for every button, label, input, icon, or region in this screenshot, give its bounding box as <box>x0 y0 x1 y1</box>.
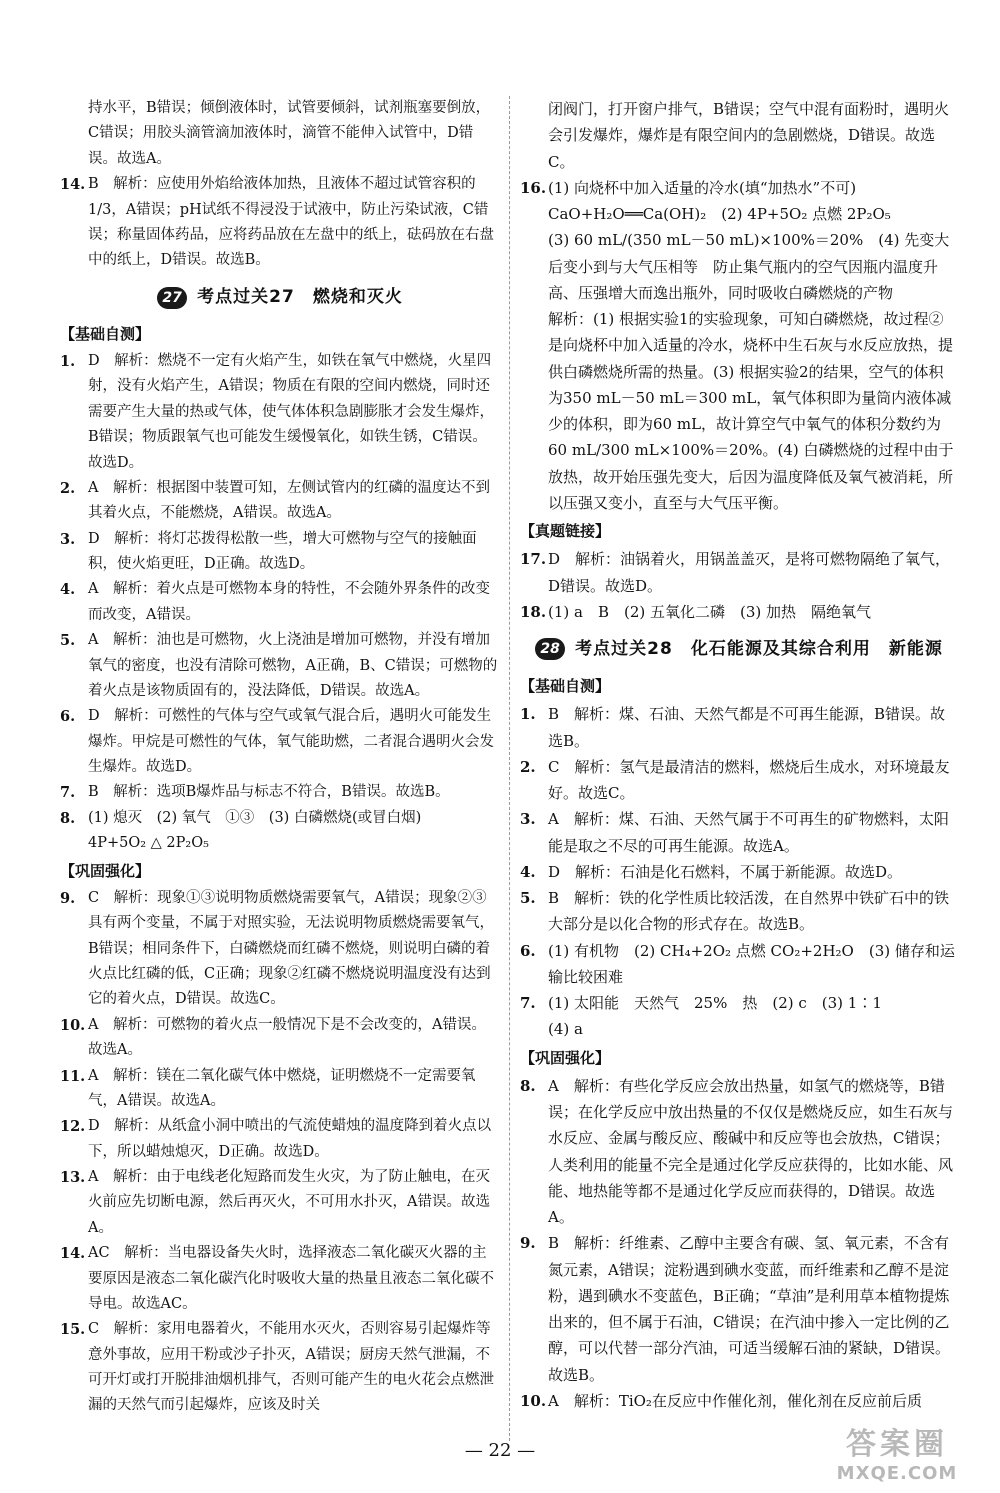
answer-text: (1) 熄灭 (2) 氧气 ①③ (3) 白磷燃烧(或冒白烟) <box>88 809 422 826</box>
answer-text: D 解析：燃烧不一定有火焰产生，如铁在氧气中燃烧，火星四射，没有火焰产生，A错误；物质在有限的空间内燃烧，同时还需要产生大量的热或气体，使气体体积急剧膨胀才会发生爆炸，B错误；物质跟氧气也可能发生缓慢氧化，如铁生锈，C错误。故选D。 <box>88 353 494 471</box>
question-number: 10. <box>520 1391 547 1410</box>
answer-continuation: (3) 60 mL/(350 mL－50 mL)×100%＝20% (4) 先变大后变小到与大气压相等 防止集气瓶内的空气因瓶内温度升高、压强增大而逸出瓶外，同时吸收白磷燃烧的产物 <box>548 231 950 302</box>
question-number: 12. <box>60 1118 86 1136</box>
question-number: 8. <box>60 809 76 827</box>
question-number: 14. <box>60 1245 86 1263</box>
answer-item <box>60 1064 500 1115</box>
watermark-cn: 答案圈 <box>846 1427 948 1462</box>
section-heading <box>520 629 958 669</box>
question-number: 6. <box>520 941 536 960</box>
answer-item <box>60 1317 500 1419</box>
answer-item <box>60 704 500 780</box>
answer-text: B 解析：应使用外焰给液体加热，且液体不超过试管容积的1/3，A错误；pH试纸不得浸没于试液中，防止污染试液，C错误；称量固体药品，应将药品放在左盘中的纸上，砝码放在右盘中的纸上，D错误。故选B。 <box>88 176 494 269</box>
question-number: 3. <box>520 810 536 829</box>
answer-text: A 解析：由于电线老化短路而发生火灾，为了防止触电，在灭火前应先切断电源，然后再灭火，不可用水扑灭，A错误。故选A。 <box>88 1169 490 1236</box>
answer-text: A 解析：TiO₂在反应中作催化剂，催化剂在反应前后质 <box>548 1391 922 1410</box>
question-number: 2. <box>520 757 536 776</box>
answer-text: C 解析：氢气是最清洁的燃料，燃烧后生成水，对环境最友好。故选C。 <box>548 757 950 802</box>
answer-item <box>520 859 958 885</box>
answer-item <box>520 701 958 754</box>
question-number: 4. <box>60 581 76 599</box>
answer-item <box>520 754 958 807</box>
answer-item <box>60 349 500 476</box>
answer-item <box>60 577 500 628</box>
section-number-badge: 27 <box>157 287 187 309</box>
question-number: 3. <box>60 530 76 548</box>
question-number: 2. <box>60 479 76 497</box>
answer-item <box>60 780 500 805</box>
subsection-label: 【巩固强化】 <box>520 1048 611 1067</box>
answer-item <box>520 175 958 201</box>
answer-item <box>520 938 958 991</box>
subsection-label: 【巩固强化】 <box>60 861 151 880</box>
answer-text: A 解析：煤、石油、天然气属于不可再生的矿物燃料，太阳能是取之不尽的可再生能源。故选A。 <box>548 810 949 855</box>
answer-text: A 解析：有些化学反应会放出热量，如氢气的燃烧等，B错误；在化学反应中放出热量的不仅仅是燃烧反应，如生石灰与水反应、金属与酸反应、酸碱中和反应等也会放热，C错误；人类利用的能量不完全是通过化学反应获得的，比如水能、风能、地热能等都不是通过化学反应而获得的，D错误。故选A。 <box>548 1076 954 1226</box>
answer-item <box>520 990 958 1016</box>
question-number: 7. <box>520 994 536 1012</box>
answer-item <box>520 546 958 599</box>
answer-item <box>60 476 500 527</box>
answer-item <box>60 172 500 274</box>
question-number: 7. <box>60 784 76 802</box>
answer-continuation: 持水平，B错误；倾倒液体时，试管要倾斜，试剂瓶塞要倒放，C错误；用胶头滴管滴加液体时，滴管不能伸入试管中，D错误。故选A。 <box>88 100 491 167</box>
question-number: 4. <box>520 862 536 881</box>
answer-text: D 解析：从纸盒小洞中喷出的气流使蜡烛的温度降到着火点以下，所以蜡烛熄灭，D正确。故选D。 <box>88 1118 492 1160</box>
watermark-logo <box>822 1419 972 1484</box>
answer-item <box>60 527 500 578</box>
answer-continuation: (4) a <box>548 1020 583 1039</box>
answer-item <box>60 1241 500 1317</box>
answer-text: (1) 有机物 (2) CH₄+2O₂ 点燃 CO₂+2H₂O (3) 储存和运输比较困难 <box>548 941 955 986</box>
question-number: 6. <box>60 708 76 726</box>
answer-item <box>60 886 500 1013</box>
question-number: 9. <box>60 889 76 907</box>
answer-item <box>60 1114 500 1165</box>
question-number: 5. <box>520 889 536 907</box>
answer-text: (1) a B (2) 五氧化二磷 (3) 加热 隔绝氧气 <box>548 602 872 621</box>
question-number: 11. <box>60 1067 86 1085</box>
answer-item <box>520 1073 958 1231</box>
answer-text: (1) 向烧杯中加入适量的冷水(填“加热水”不可) <box>548 178 857 197</box>
answer-item <box>520 1230 958 1388</box>
answer-text: B 解析：选项B爆炸品与标志不符合，B错误。故选B。 <box>88 784 450 801</box>
question-number: 14. <box>60 176 86 194</box>
answer-text: A 解析：可燃物的着火点一般情况下是不会改变的，A错误。故选A。 <box>88 1016 486 1059</box>
answer-text: B 解析：纤维素、乙醇中主要含有碳、氢、氧元素，不含有氮元素，A错误；淀粉遇到碘水变蓝，而纤维素和乙醇不是淀粉，遇到碘水不变蓝色，B正确；“草油”是利用草本植物提炼出来的，但不属于石油，C错误；在汽油中掺入一定比例的乙醇，可以代替一部分汽油，可适当缓解石油的紧缺，D错误。故选B。 <box>548 1234 951 1384</box>
question-number: 15. <box>60 1321 86 1339</box>
answer-text: B 解析：铁的化学性质比较活泼，在自然界中铁矿石中的铁大部分是以化合物的形式存在。故选B。 <box>548 889 950 934</box>
section-title: 考点过关27 燃烧和灭火 <box>197 286 403 307</box>
subsection-label: 【基础自测】 <box>60 324 151 343</box>
answer-text: D 解析：油锅着火，用锅盖盖灭，是将可燃物隔绝了氧气，D错误。故选D。 <box>548 550 951 595</box>
answer-text: AC 解析：当电器设备失火时，选择液态二氧化碳灭火器的主要原因是液态二氧化碳汽化时吸收大量的热量且液态二氧化碳不导电。故选AC。 <box>88 1245 494 1312</box>
answer-text: C 解析：家用电器着火，不能用水灭火，否则容易引起爆炸等意外事故，应用干粉或沙子扑灭，A错误；厨房天然气泄漏，不可开灯或打开脱排油烟机排气，否则可能产生的电火花会点燃泄漏的天然气而引起爆炸，应该及时关 <box>88 1321 494 1414</box>
answer-item <box>520 885 958 938</box>
answer-item <box>60 628 500 704</box>
question-number: 1. <box>60 353 76 370</box>
answer-text: A 解析：镁在二氧化碳气体中燃烧，证明燃烧不一定需要氧气，A错误。故选A。 <box>88 1067 476 1109</box>
question-number: 8. <box>520 1076 536 1095</box>
question-number: 17. <box>520 550 547 569</box>
answer-text: A 解析：根据图中装置可知，左侧试管内的红磷的温度达不到其着火点，不能燃烧，A错误。故选A。 <box>88 479 490 522</box>
watermark-en: MXQE.COM <box>836 1463 958 1484</box>
question-number: 16. <box>520 178 547 197</box>
question-number: 13. <box>60 1169 86 1186</box>
left-column <box>60 96 500 1419</box>
answer-continuation: 闭阀门，打开窗户排气，B错误；空气中混有面粉时，遇明火会引发爆炸，爆炸是有限空间内的急剧燃烧，D错误。故选C。 <box>548 100 950 171</box>
page-number: — 22 — <box>464 1440 536 1461</box>
section-heading <box>60 278 500 318</box>
answer-item <box>60 1013 500 1064</box>
answer-text: A 解析：油也是可燃物，火上浇油是增加可燃物，并没有增加氧气的密度，也没有清除可燃物，A正确，B、C错误；可燃物的着火点是该物质固有的，没法降低，D错误。故选A。 <box>88 632 498 699</box>
section-title: 考点过关28 化石能源及其综合利用 新能源 <box>575 638 943 659</box>
question-number: 18. <box>520 602 547 621</box>
question-number: 5. <box>60 632 76 650</box>
answer-text: B 解析：煤、石油、天然气都是不可再生能源，B错误。故选B。 <box>548 705 946 750</box>
answer-item <box>60 806 500 831</box>
answer-text: (1) 太阳能 天然气 25% 热 (2) c (3) 1∶1 <box>548 994 882 1012</box>
subsection-label: 【真题链接】 <box>520 522 611 540</box>
subsection-label: 【基础自测】 <box>520 677 611 695</box>
answer-text: D 解析：可燃性的气体与空气或氧气混合后，遇明火可能发生爆炸。甲烷是可燃性的气体，氧气能助燃，二者混合遇明火会发生爆炸。故选D。 <box>88 708 494 775</box>
question-number: 9. <box>520 1234 536 1253</box>
right-column <box>520 96 958 1414</box>
column-divider <box>509 96 510 1441</box>
answer-item <box>520 806 958 859</box>
question-number: 1. <box>520 705 536 724</box>
answer-text: D 解析：石油是化石燃料，不属于新能源。故选D。 <box>548 862 903 881</box>
question-number: 10. <box>60 1016 86 1034</box>
answer-text: D 解析：将灯芯拨得松散一些，增大可燃物与空气的接触面积，使火焰更旺，D正确。故选D。 <box>88 530 477 572</box>
answer-continuation: CaO+H₂O══Ca(OH)₂ (2) 4P+5O₂ 点燃 2P₂O₅ <box>548 205 891 223</box>
section-number-badge: 28 <box>535 638 565 660</box>
answer-item <box>520 599 958 625</box>
answer-continuation: 解析：(1) 根据实验1的实验现象，可知白磷燃烧，故过程②是向烧杯中加入适量的冷水，烧杯中生石灰与水反应放热，提供白磷燃烧所需的热量。(3) 根据实验2的结果，空气的体积为350 mL－50 mL＝300 mL，氧气体积即为量筒内液体减少的体积，即为60 mL，故计算空气中氧气的体积分数约为60 mL/300 mL×100%＝20%。(4) 白磷燃烧的过程中由于放热，故开始压强先变大，后因为温度降低及氧气被消耗，所以压强又变小，直至与大气压平衡。 <box>548 310 954 512</box>
answer-text: A 解析：着火点是可燃物本身的特性，不会随外界条件的改变而改变，A错误。 <box>88 581 490 623</box>
answer-text: C 解析：现象①③说明物质燃烧需要氧气，A错误；现象②③具有两个变量，不属于对照实验，无法说明物质燃烧需要氧气，B错误；相同条件下，白磷燃烧而红磷不燃烧，则说明白磷的着火点比红磷的低，C正确；现象②红磷不燃烧说明温度没有达到它的着火点，D错误。故选C。 <box>88 889 494 1008</box>
answer-item <box>520 1388 958 1414</box>
answer-continuation: 4P+5O₂ △ 2P₂O₅ <box>88 835 209 852</box>
answer-item <box>60 1165 500 1241</box>
